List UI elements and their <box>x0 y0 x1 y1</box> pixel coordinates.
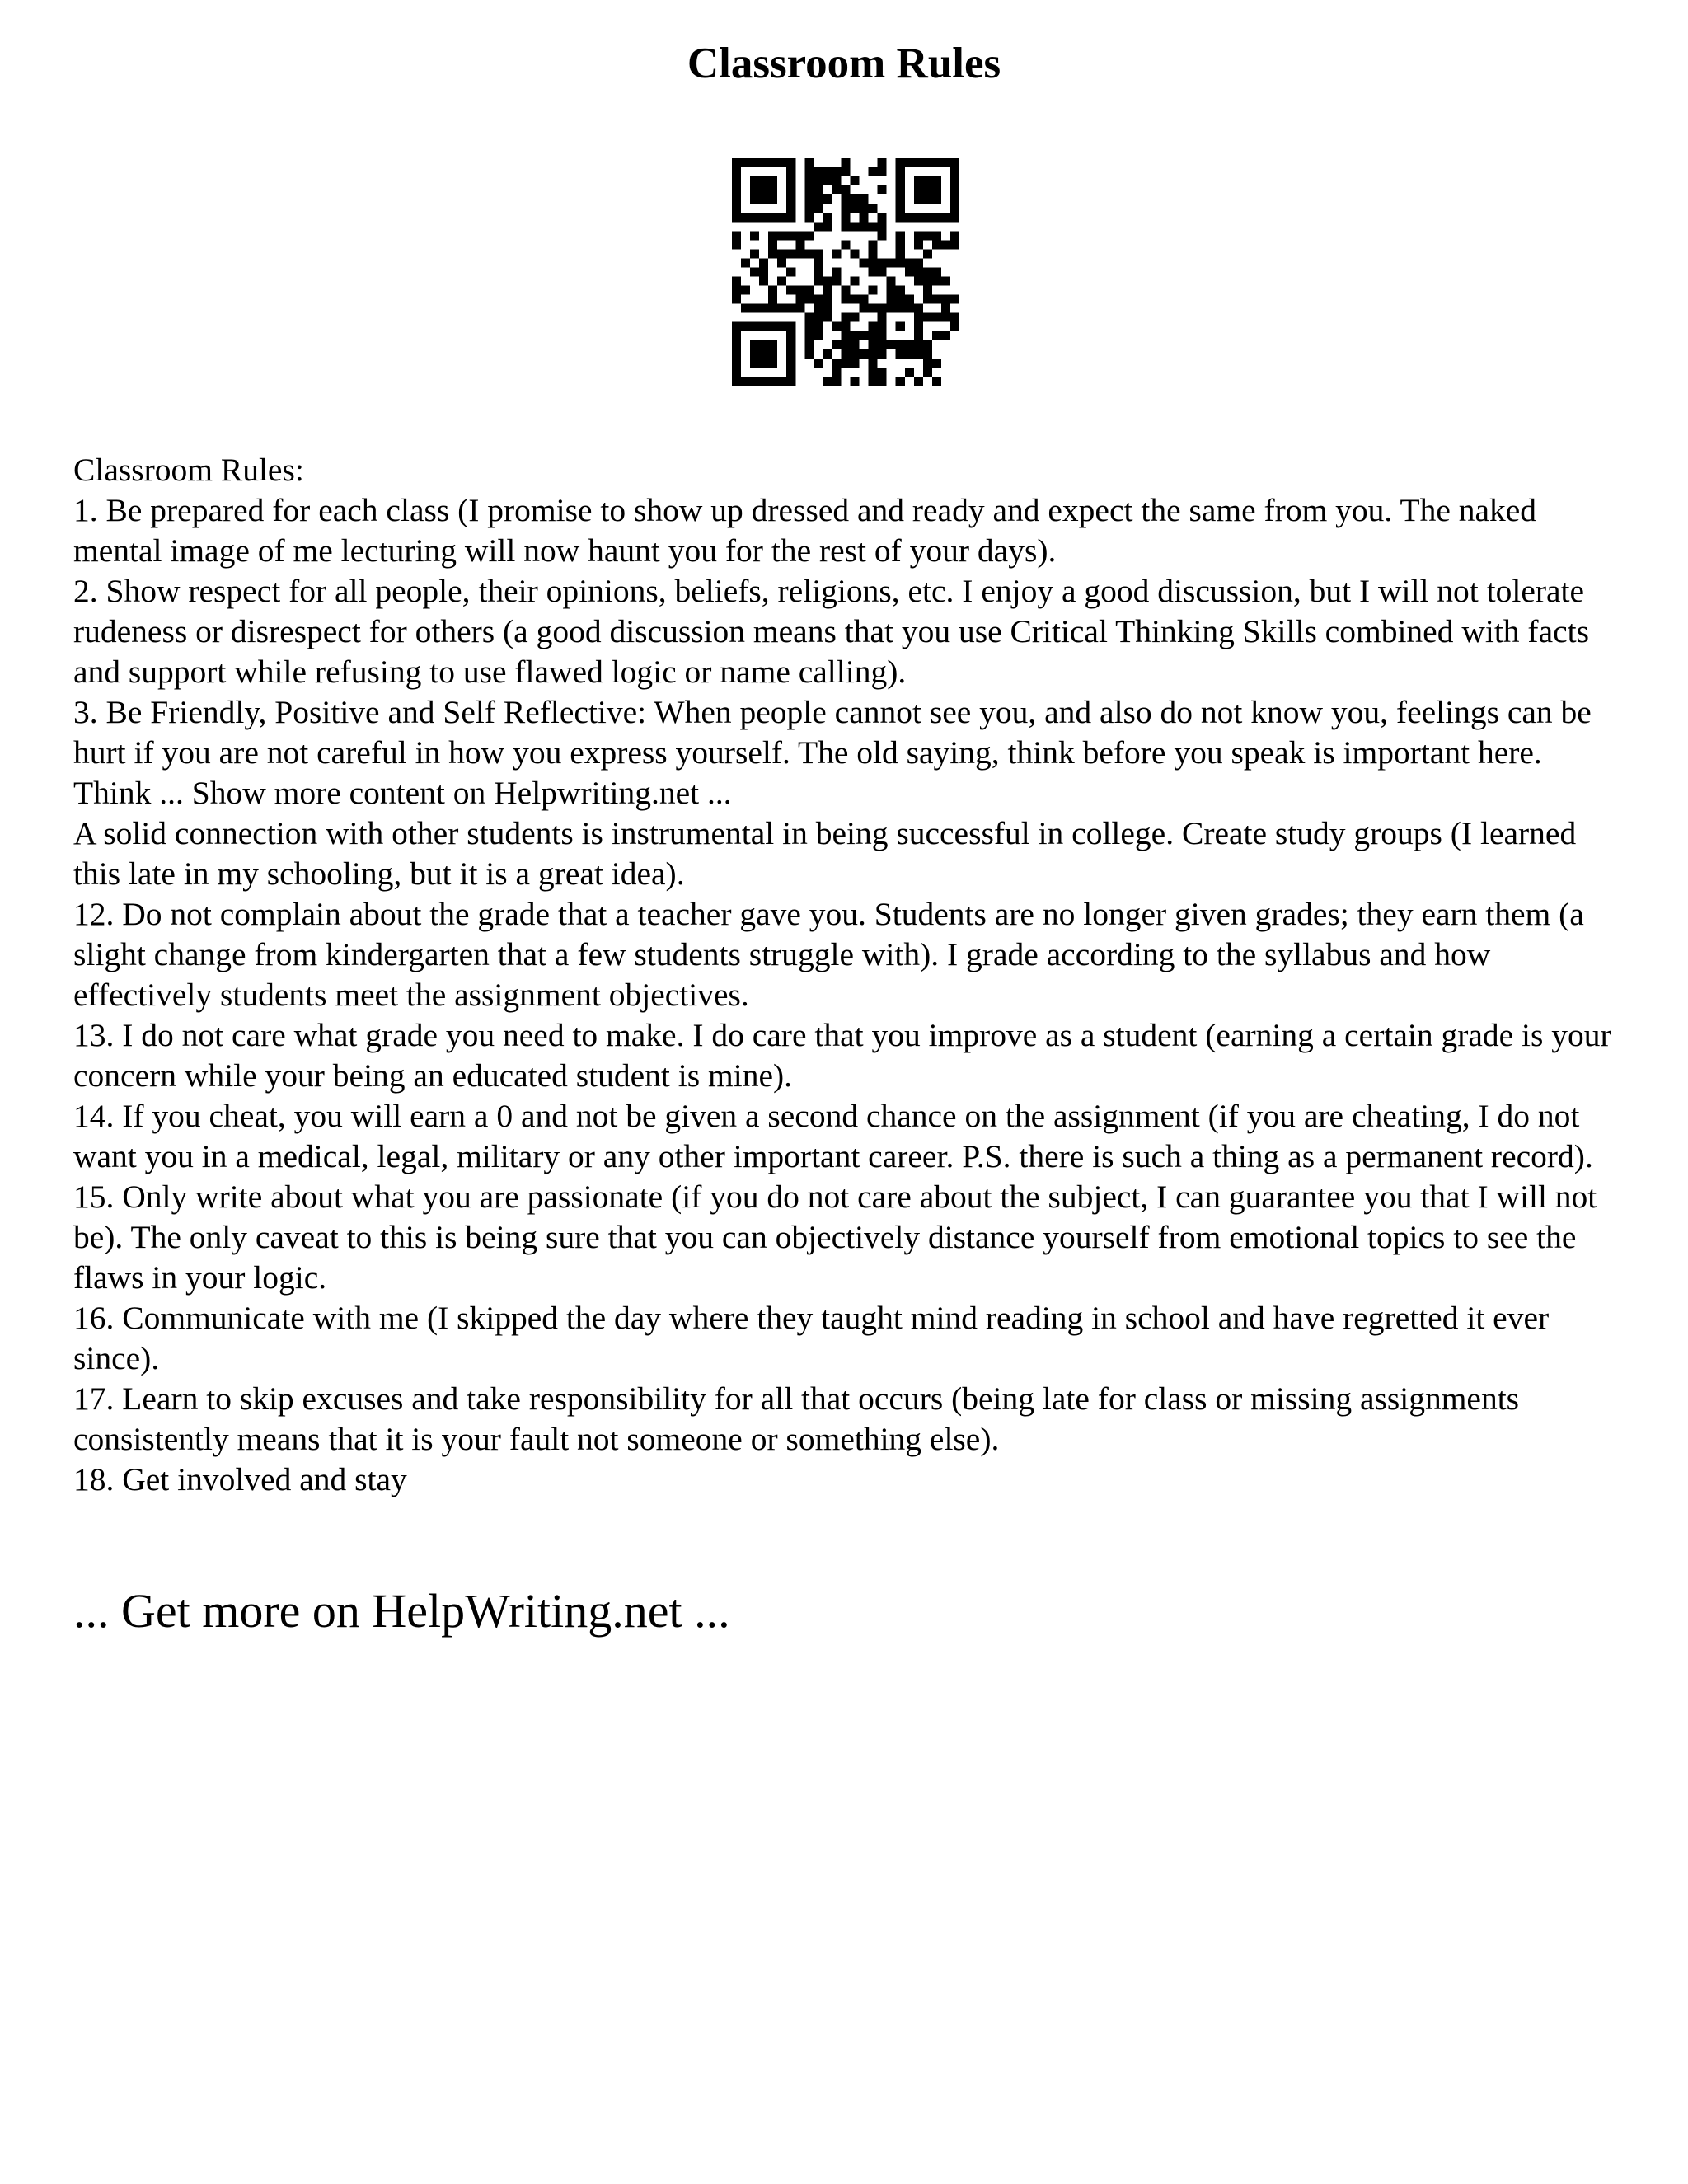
rule-13: 13. I do not care what grade you need to make. I do care that you improve as a student (earning a certain grade is your concern while your being an educated student is mine). <box>73 1017 1611 1094</box>
qr-code <box>732 158 959 386</box>
rule-12: 12. Do not complain about the grade that a teacher gave you. Students are no longer given grades; they earn them (a slight change from kindergarten that a few students struggle with). I grade according to the syllabus and how effectively students meet the assignment objectives. <box>73 896 1584 1013</box>
rules-body <box>73 450 1623 1500</box>
rule-3: 3. Be Friendly, Positive and Self Reflective: When people cannot see you, and also do not know you, feelings can be hurt if you are not careful in how you express yourself. The old saying, think before you speak is important here. Think ... Show more content on Helpwriting.net ... <box>73 694 1592 811</box>
get-more-link[interactable]: ... Get more on HelpWriting.net ... <box>73 1584 730 1638</box>
rules-heading: Classroom Rules: <box>73 452 304 488</box>
rule-15: 15. Only write about what you are passionate (if you do not care about the subject, I can guarantee you that I will not be). The only caveat to this is being sure that you can objectively distance yourself from emotional topics to see the flaws in your logic. <box>73 1179 1597 1296</box>
rule-2: 2. Show respect for all people, their opinions, beliefs, religions, etc. I enjoy a good discussion, but I will not tolerate rudeness or disrespect for others (a good discussion means that you use Critical Thinking Skills combined with facts and support while refusing to use flawed logic or name calling). <box>73 573 1589 690</box>
rule-11-continuation: A solid connection with other students is instrumental in being successful in college. Create study groups (I learned this late in my schooling, but it is a great idea). <box>73 815 1577 892</box>
qr-code-icon <box>732 158 959 386</box>
document-title: Classroom Rules <box>687 40 1001 87</box>
rule-16: 16. Communicate with me (I skipped the day where they taught mind reading in school and have regretted it ever since). <box>73 1300 1550 1376</box>
rule-17: 17. Learn to skip excuses and take responsibility for all that occurs (being late for class or missing assignments consistently means that it is your fault not someone or something else). <box>73 1380 1520 1457</box>
rule-18: 18. Get involved and stay <box>73 1461 407 1497</box>
rule-1: 1. Be prepared for each class (I promise to show up dressed and ready and expect the same from you. The naked mental image of me lecturing will now haunt you for the rest of your days). <box>73 492 1537 569</box>
rule-14: 14. If you cheat, you will earn a 0 and not be given a second chance on the assignment (if you are cheating, I do not want you in a medical, legal, military or any other important career. P.S. there is such a thing as a permanent record). <box>73 1098 1593 1174</box>
